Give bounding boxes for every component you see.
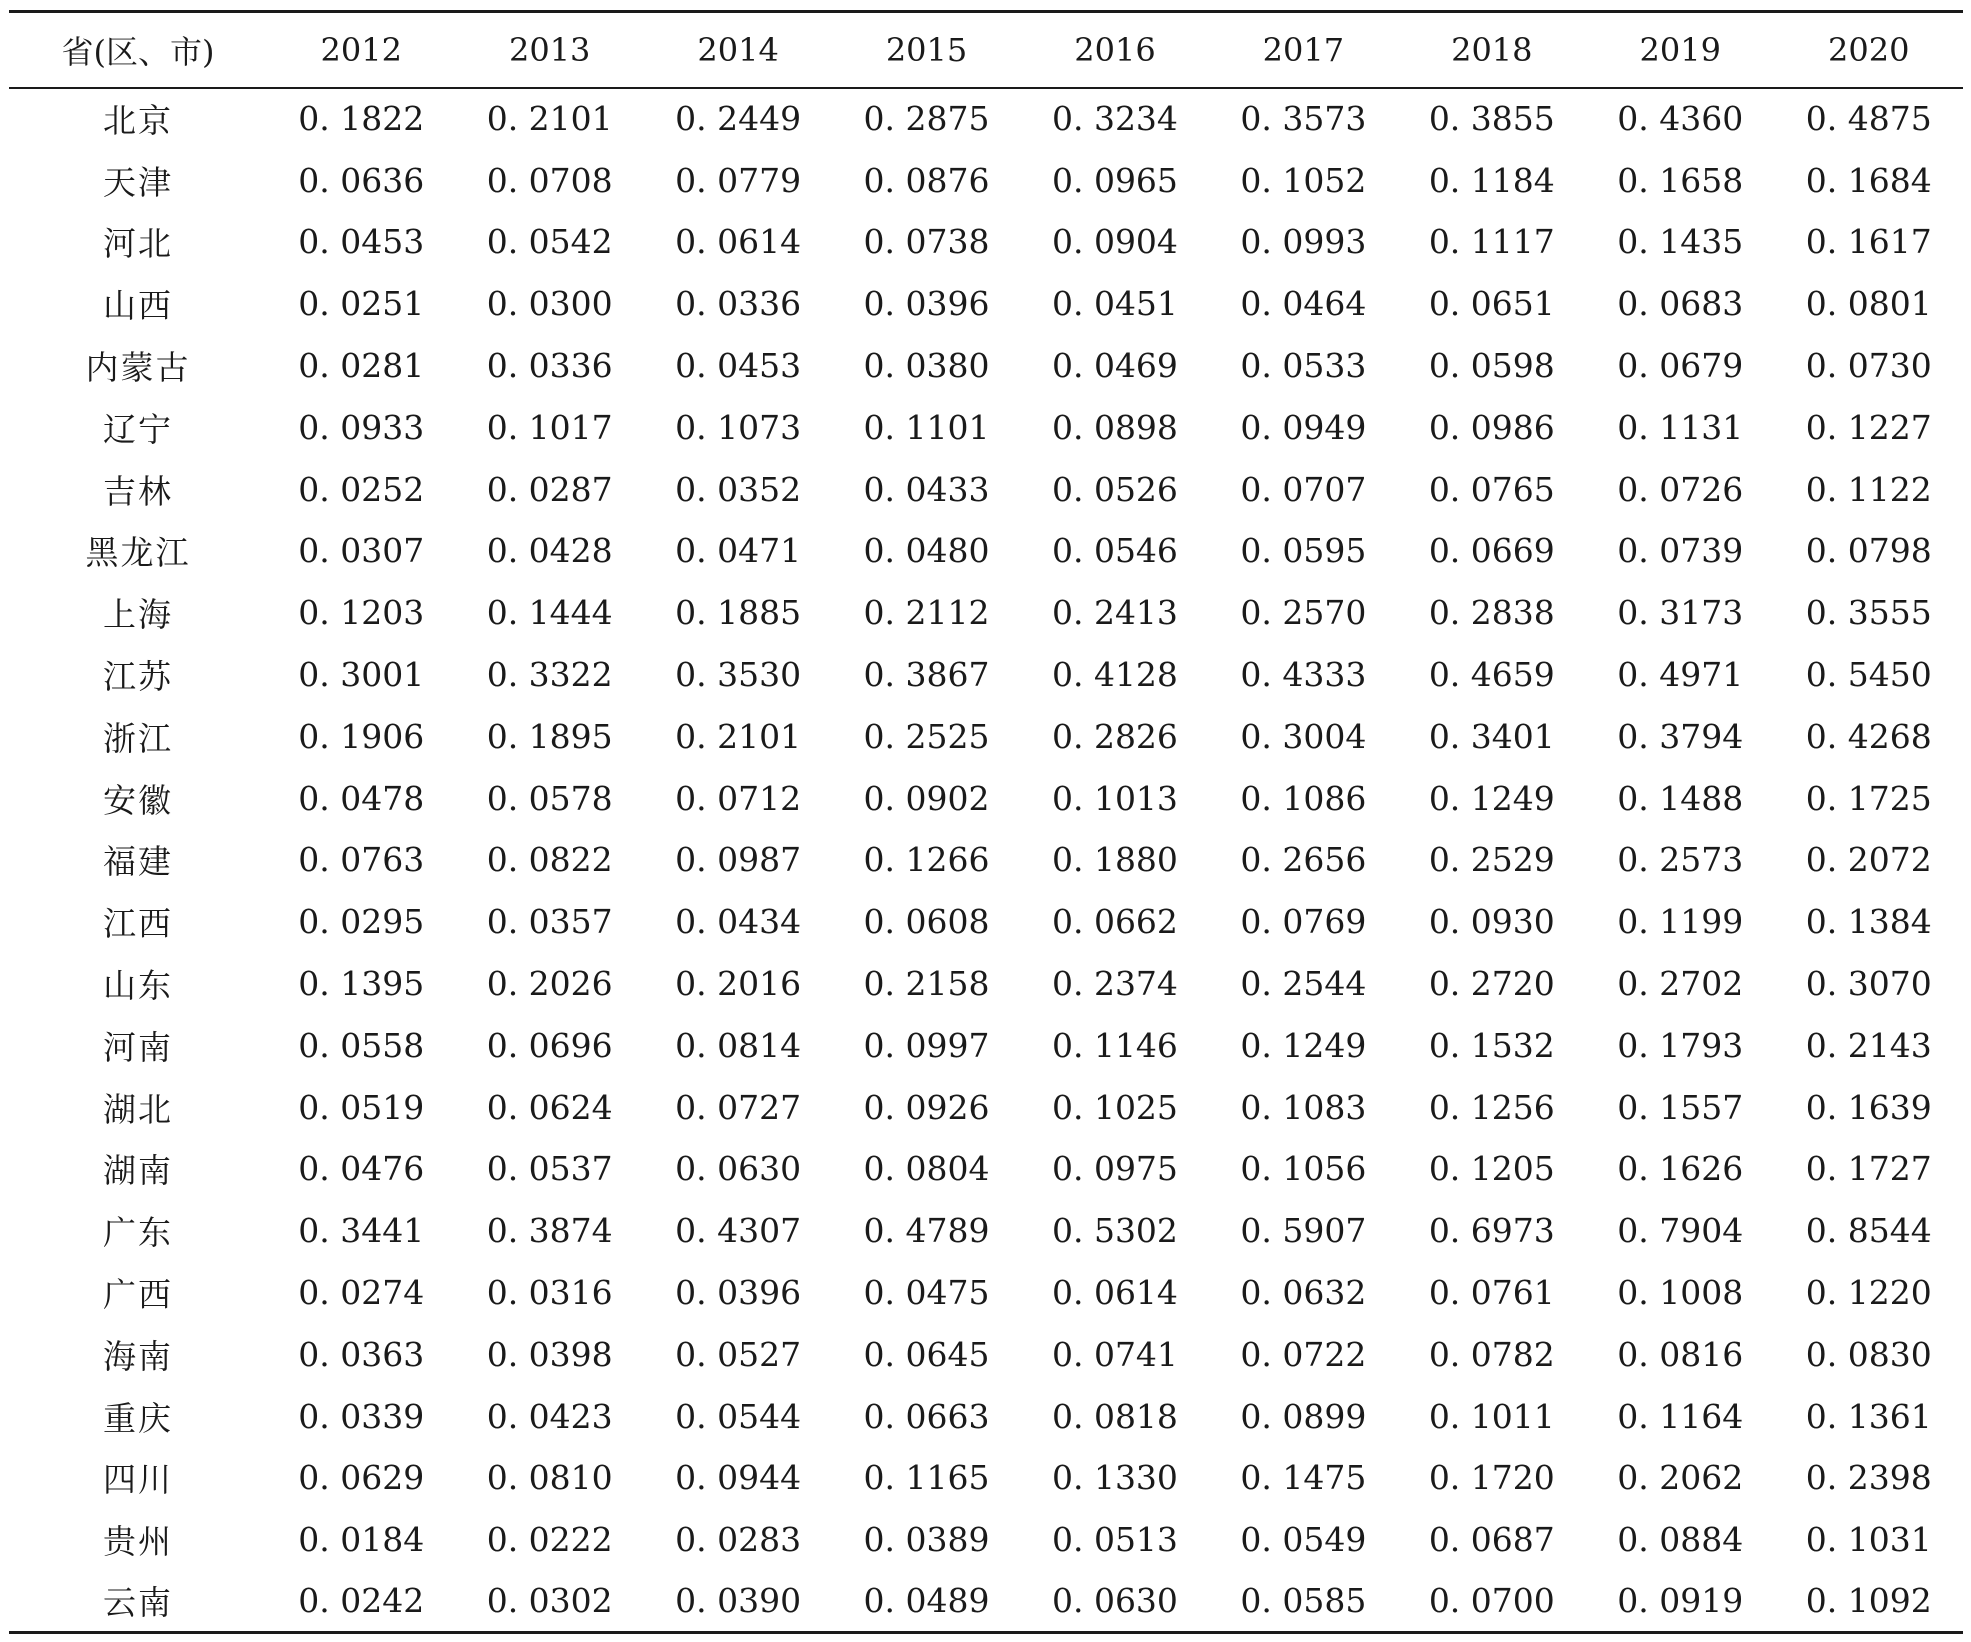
data-table	[9, 10, 1963, 1634]
value-cell: 0. 2826	[1051, 716, 1178, 756]
value-cell: 0. 0876	[863, 160, 990, 200]
value-cell: 0. 0283	[675, 1520, 802, 1560]
value-cell: 0. 0651	[1428, 284, 1555, 324]
value-cell: 0. 0433	[863, 469, 990, 509]
value-cell: 0. 0700	[1428, 1581, 1555, 1621]
province-cell: 北京	[103, 101, 174, 141]
value-cell: 0. 1220	[1805, 1273, 1932, 1313]
value-cell: 0. 0222	[486, 1520, 613, 1560]
column-header-year: 2014	[644, 12, 832, 88]
province-cell: 黑龙江	[85, 533, 191, 573]
value-cell: 0. 8544	[1805, 1211, 1932, 1251]
value-cell: 0. 0390	[675, 1581, 802, 1621]
table-row	[9, 1262, 1963, 1324]
value-cell: 0. 3173	[1617, 593, 1744, 633]
value-cell: 0. 0679	[1617, 346, 1744, 386]
province-cell: 天津	[103, 162, 174, 202]
table-row	[9, 149, 1963, 211]
value-cell: 0. 1822	[298, 99, 425, 139]
value-cell: 0. 1684	[1805, 160, 1932, 200]
value-cell: 0. 1330	[1051, 1458, 1178, 1498]
table-row	[9, 1571, 1963, 1633]
value-cell: 0. 0352	[675, 469, 802, 509]
province-cell: 辽宁	[103, 409, 174, 449]
value-cell: 0. 3234	[1051, 99, 1178, 139]
value-cell: 0. 1249	[1240, 1025, 1367, 1065]
value-cell: 0. 0624	[486, 1087, 613, 1127]
value-cell: 0. 2656	[1240, 840, 1367, 880]
value-cell: 0. 3070	[1805, 964, 1932, 1004]
value-cell: 0. 0396	[863, 284, 990, 324]
value-cell: 0. 1249	[1428, 778, 1555, 818]
value-cell: 0. 0295	[298, 902, 425, 942]
value-cell: 0. 1031	[1805, 1520, 1932, 1560]
table-container	[9, 10, 1963, 1634]
value-cell: 0. 0546	[1051, 531, 1178, 571]
value-cell: 0. 0549	[1240, 1520, 1367, 1560]
value-cell: 0. 3004	[1240, 716, 1367, 756]
value-cell: 0. 3874	[486, 1211, 613, 1251]
value-cell: 0. 0662	[1051, 902, 1178, 942]
value-cell: 0. 0363	[298, 1334, 425, 1374]
value-cell: 0. 1203	[298, 593, 425, 633]
value-cell: 0. 0476	[298, 1149, 425, 1189]
table-row	[9, 1138, 1963, 1200]
value-cell: 0. 1880	[1051, 840, 1178, 880]
value-cell: 0. 2413	[1051, 593, 1178, 633]
value-cell: 0. 2573	[1617, 840, 1744, 880]
table-row	[9, 88, 1963, 150]
value-cell: 0. 0598	[1428, 346, 1555, 386]
value-cell: 0. 0902	[863, 778, 990, 818]
province-cell: 云南	[103, 1583, 174, 1623]
value-cell: 0. 0726	[1617, 469, 1744, 509]
table-row	[9, 396, 1963, 458]
province-cell: 内蒙古	[85, 348, 191, 388]
value-cell: 0. 1720	[1428, 1458, 1555, 1498]
value-cell: 0. 0727	[675, 1087, 802, 1127]
value-cell: 0. 2398	[1805, 1458, 1932, 1498]
value-cell: 0. 0898	[1051, 407, 1178, 447]
value-cell: 0. 1658	[1617, 160, 1744, 200]
value-cell: 0. 1101	[863, 407, 990, 447]
value-cell: 0. 0730	[1805, 346, 1932, 386]
table-header	[9, 12, 1963, 88]
value-cell: 0. 0242	[298, 1581, 425, 1621]
value-cell: 0. 0614	[1051, 1273, 1178, 1313]
value-cell: 0. 2112	[863, 593, 990, 633]
value-cell: 0. 0434	[675, 902, 802, 942]
value-cell: 0. 2016	[675, 964, 802, 1004]
value-cell: 0. 0696	[486, 1025, 613, 1065]
value-cell: 0. 0287	[486, 469, 613, 509]
value-cell: 0. 0423	[486, 1396, 613, 1436]
value-cell: 0. 2875	[863, 99, 990, 139]
value-cell: 0. 0464	[1240, 284, 1367, 324]
table-row	[9, 458, 1963, 520]
value-cell: 0. 0533	[1240, 346, 1367, 386]
value-cell: 0. 3555	[1805, 593, 1932, 633]
value-cell: 0. 0537	[486, 1149, 613, 1189]
value-cell: 0. 1052	[1240, 160, 1367, 200]
value-cell: 0. 0930	[1428, 902, 1555, 942]
value-cell: 0. 3322	[486, 655, 613, 695]
value-cell: 0. 5450	[1805, 655, 1932, 695]
value-cell: 0. 0307	[298, 531, 425, 571]
value-cell: 0. 0526	[1051, 469, 1178, 509]
value-cell: 0. 3855	[1428, 99, 1555, 139]
value-cell: 0. 0339	[298, 1396, 425, 1436]
value-cell: 0. 0801	[1805, 284, 1932, 324]
value-cell: 0. 0469	[1051, 346, 1178, 386]
value-cell: 0. 0451	[1051, 284, 1178, 324]
value-cell: 0. 2101	[486, 99, 613, 139]
value-cell: 0. 0630	[1051, 1581, 1178, 1621]
value-cell: 0. 0184	[298, 1520, 425, 1560]
value-cell: 0. 1444	[486, 593, 613, 633]
value-cell: 0. 1122	[1805, 469, 1932, 509]
column-header-year: 2020	[1774, 12, 1963, 88]
value-cell: 0. 0818	[1051, 1396, 1178, 1436]
value-cell: 0. 4268	[1805, 716, 1932, 756]
table-row	[9, 705, 1963, 767]
value-cell: 0. 2838	[1428, 593, 1555, 633]
column-header-year: 2013	[455, 12, 643, 88]
value-cell: 0. 0281	[298, 346, 425, 386]
value-cell: 0. 4333	[1240, 655, 1367, 695]
value-cell: 0. 1131	[1617, 407, 1744, 447]
column-header-year: 2012	[267, 12, 455, 88]
value-cell: 0. 1205	[1428, 1149, 1555, 1189]
value-cell: 0. 2529	[1428, 840, 1555, 880]
value-cell: 0. 1895	[486, 716, 613, 756]
value-cell: 0. 0614	[675, 222, 802, 262]
value-cell: 0. 0585	[1240, 1581, 1367, 1621]
province-cell: 广东	[103, 1213, 174, 1253]
value-cell: 0. 1639	[1805, 1087, 1932, 1127]
value-cell: 0. 0316	[486, 1273, 613, 1313]
value-cell: 0. 2525	[863, 716, 990, 756]
value-cell: 0. 3530	[675, 655, 802, 695]
column-header-year: 2015	[832, 12, 1020, 88]
value-cell: 0. 0636	[298, 160, 425, 200]
table-row	[9, 273, 1963, 335]
value-cell: 0. 0975	[1051, 1149, 1178, 1189]
table-row	[9, 1014, 1963, 1076]
value-cell: 0. 0542	[486, 222, 613, 262]
value-cell: 0. 0630	[675, 1149, 802, 1189]
value-cell: 0. 4128	[1051, 655, 1178, 695]
value-cell: 0. 0708	[486, 160, 613, 200]
value-cell: 0. 1056	[1240, 1149, 1367, 1189]
value-cell: 0. 0475	[863, 1273, 990, 1313]
value-cell: 0. 1532	[1428, 1025, 1555, 1065]
value-cell: 0. 0993	[1240, 222, 1367, 262]
value-cell: 0. 0779	[675, 160, 802, 200]
value-cell: 0. 1164	[1617, 1396, 1744, 1436]
value-cell: 0. 0489	[863, 1581, 990, 1621]
value-cell: 0. 0398	[486, 1334, 613, 1374]
value-cell: 0. 0722	[1240, 1334, 1367, 1374]
value-cell: 0. 1617	[1805, 222, 1932, 262]
value-cell: 0. 2570	[1240, 593, 1367, 633]
value-cell: 0. 1073	[675, 407, 802, 447]
value-cell: 0. 2374	[1051, 964, 1178, 1004]
value-cell: 0. 1384	[1805, 902, 1932, 942]
value-cell: 0. 0919	[1617, 1581, 1744, 1621]
value-cell: 0. 0822	[486, 840, 613, 880]
table-row	[9, 891, 1963, 953]
value-cell: 0. 4789	[863, 1211, 990, 1251]
value-cell: 0. 0428	[486, 531, 613, 571]
column-header-year: 2017	[1209, 12, 1397, 88]
value-cell: 0. 0558	[298, 1025, 425, 1065]
value-cell: 0. 0608	[863, 902, 990, 942]
value-cell: 0. 0741	[1051, 1334, 1178, 1374]
province-cell: 河南	[103, 1027, 174, 1067]
value-cell: 0. 1488	[1617, 778, 1744, 818]
province-cell: 四川	[103, 1460, 174, 1500]
province-cell: 浙江	[103, 718, 174, 758]
value-cell: 0. 0707	[1240, 469, 1367, 509]
value-cell: 0. 0527	[675, 1334, 802, 1374]
province-cell: 福建	[103, 842, 174, 882]
value-cell: 0. 1013	[1051, 778, 1178, 818]
value-cell: 0. 0933	[298, 407, 425, 447]
table-row	[9, 211, 1963, 273]
province-cell: 湖北	[103, 1089, 174, 1129]
value-cell: 0. 0798	[1805, 531, 1932, 571]
value-cell: 0. 0687	[1428, 1520, 1555, 1560]
value-cell: 0. 0471	[675, 531, 802, 571]
value-cell: 0. 3001	[298, 655, 425, 695]
value-cell: 0. 0965	[1051, 160, 1178, 200]
value-cell: 0. 3573	[1240, 99, 1367, 139]
value-cell: 0. 3401	[1428, 716, 1555, 756]
value-cell: 0. 0336	[486, 346, 613, 386]
column-header-year: 2016	[1021, 12, 1209, 88]
value-cell: 0. 1906	[298, 716, 425, 756]
value-cell: 0. 3867	[863, 655, 990, 695]
table-row	[9, 953, 1963, 1015]
value-cell: 0. 0830	[1805, 1334, 1932, 1374]
value-cell: 0. 4360	[1617, 99, 1744, 139]
value-cell: 0. 2062	[1617, 1458, 1744, 1498]
province-cell: 广西	[103, 1275, 174, 1315]
value-cell: 0. 0683	[1617, 284, 1744, 324]
value-cell: 0. 0478	[298, 778, 425, 818]
value-cell: 0. 1184	[1428, 160, 1555, 200]
value-cell: 0. 0804	[863, 1149, 990, 1189]
value-cell: 0. 6973	[1428, 1211, 1555, 1251]
value-cell: 0. 1025	[1051, 1087, 1178, 1127]
value-cell: 0. 4875	[1805, 99, 1932, 139]
province-cell: 安徽	[103, 780, 174, 820]
value-cell: 0. 4307	[675, 1211, 802, 1251]
province-cell: 重庆	[103, 1398, 174, 1438]
value-cell: 0. 1475	[1240, 1458, 1367, 1498]
value-cell: 0. 0810	[486, 1458, 613, 1498]
value-cell: 0. 0251	[298, 284, 425, 324]
value-cell: 0. 1117	[1428, 222, 1555, 262]
value-cell: 0. 0761	[1428, 1273, 1555, 1313]
value-cell: 0. 1017	[486, 407, 613, 447]
value-cell: 0. 1266	[863, 840, 990, 880]
table-row	[9, 335, 1963, 397]
value-cell: 0. 7904	[1617, 1211, 1744, 1251]
value-cell: 0. 0663	[863, 1396, 990, 1436]
value-cell: 0. 0884	[1617, 1520, 1744, 1560]
value-cell: 0. 0904	[1051, 222, 1178, 262]
header-row	[9, 12, 1963, 88]
value-cell: 0. 5907	[1240, 1211, 1367, 1251]
value-cell: 0. 0739	[1617, 531, 1744, 571]
value-cell: 0. 0302	[486, 1581, 613, 1621]
value-cell: 0. 0987	[675, 840, 802, 880]
province-cell: 江苏	[103, 657, 174, 697]
value-cell: 0. 0669	[1428, 531, 1555, 571]
value-cell: 0. 1727	[1805, 1149, 1932, 1189]
value-cell: 0. 0944	[675, 1458, 802, 1498]
value-cell: 0. 0997	[863, 1025, 990, 1065]
value-cell: 0. 0645	[863, 1334, 990, 1374]
value-cell: 0. 2720	[1428, 964, 1555, 1004]
table-row	[9, 1385, 1963, 1447]
province-cell: 吉林	[103, 471, 174, 511]
value-cell: 0. 3794	[1617, 716, 1744, 756]
column-header-year: 2018	[1398, 12, 1586, 88]
value-cell: 0. 0380	[863, 346, 990, 386]
value-cell: 0. 2158	[863, 964, 990, 1004]
value-cell: 0. 0769	[1240, 902, 1367, 942]
province-cell: 上海	[103, 595, 174, 635]
province-cell: 山西	[103, 286, 174, 326]
column-header-province: 省(区、市)	[9, 12, 267, 88]
table-row	[9, 829, 1963, 891]
value-cell: 0. 4971	[1617, 655, 1744, 695]
value-cell: 0. 0453	[675, 346, 802, 386]
province-cell: 江西	[103, 904, 174, 944]
value-cell: 0. 1086	[1240, 778, 1367, 818]
value-cell: 0. 1165	[863, 1458, 990, 1498]
value-cell: 0. 0300	[486, 284, 613, 324]
value-cell: 0. 0453	[298, 222, 425, 262]
value-cell: 0. 3441	[298, 1211, 425, 1251]
value-cell: 0. 1227	[1805, 407, 1932, 447]
value-cell: 0. 1083	[1240, 1087, 1367, 1127]
value-cell: 0. 1557	[1617, 1087, 1744, 1127]
value-cell: 0. 0336	[675, 284, 802, 324]
value-cell: 0. 0949	[1240, 407, 1367, 447]
value-cell: 0. 2026	[486, 964, 613, 1004]
value-cell: 0. 0357	[486, 902, 613, 942]
value-cell: 0. 0274	[298, 1273, 425, 1313]
value-cell: 0. 1092	[1805, 1581, 1932, 1621]
province-cell: 湖南	[103, 1151, 174, 1191]
value-cell: 0. 0578	[486, 778, 613, 818]
value-cell: 0. 0513	[1051, 1520, 1178, 1560]
value-cell: 0. 1725	[1805, 778, 1932, 818]
value-cell: 0. 0396	[675, 1273, 802, 1313]
value-cell: 0. 0782	[1428, 1334, 1555, 1374]
value-cell: 0. 1395	[298, 964, 425, 1004]
value-cell: 0. 0712	[675, 778, 802, 818]
value-cell: 0. 0814	[675, 1025, 802, 1065]
value-cell: 0. 2101	[675, 716, 802, 756]
value-cell: 0. 0899	[1240, 1396, 1367, 1436]
value-cell: 0. 1008	[1617, 1273, 1744, 1313]
value-cell: 0. 1626	[1617, 1149, 1744, 1189]
value-cell: 0. 0595	[1240, 531, 1367, 571]
value-cell: 0. 0544	[675, 1396, 802, 1436]
value-cell: 0. 5302	[1051, 1211, 1178, 1251]
table-row	[9, 1509, 1963, 1571]
table-body	[9, 88, 1963, 1633]
value-cell: 0. 0632	[1240, 1273, 1367, 1313]
value-cell: 0. 0986	[1428, 407, 1555, 447]
table-row	[9, 582, 1963, 644]
value-cell: 0. 1256	[1428, 1087, 1555, 1127]
column-header-year: 2019	[1586, 12, 1774, 88]
province-cell: 贵州	[103, 1522, 174, 1562]
value-cell: 0. 1146	[1051, 1025, 1178, 1065]
value-cell: 0. 1361	[1805, 1396, 1932, 1436]
value-cell: 0. 2072	[1805, 840, 1932, 880]
value-cell: 0. 1011	[1428, 1396, 1555, 1436]
table-row	[9, 520, 1963, 582]
value-cell: 0. 1435	[1617, 222, 1744, 262]
value-cell: 0. 0926	[863, 1087, 990, 1127]
province-cell: 海南	[103, 1336, 174, 1376]
province-cell: 山东	[103, 966, 174, 1006]
value-cell: 0. 0480	[863, 531, 990, 571]
value-cell: 0. 1885	[675, 593, 802, 633]
table-row	[9, 644, 1963, 706]
value-cell: 0. 0765	[1428, 469, 1555, 509]
value-cell: 0. 1199	[1617, 902, 1744, 942]
value-cell: 0. 1793	[1617, 1025, 1744, 1065]
value-cell: 0. 2702	[1617, 964, 1744, 1004]
table-row	[9, 1200, 1963, 1262]
value-cell: 0. 0738	[863, 222, 990, 262]
value-cell: 0. 0629	[298, 1458, 425, 1498]
table-row	[9, 1076, 1963, 1138]
value-cell: 0. 0816	[1617, 1334, 1744, 1374]
province-cell: 河北	[103, 224, 174, 264]
table-row	[9, 1447, 1963, 1509]
value-cell: 0. 2143	[1805, 1025, 1932, 1065]
table-row	[9, 767, 1963, 829]
value-cell: 0. 4659	[1428, 655, 1555, 695]
table-row	[9, 1323, 1963, 1385]
value-cell: 0. 0763	[298, 840, 425, 880]
value-cell: 0. 0389	[863, 1520, 990, 1560]
value-cell: 0. 2544	[1240, 964, 1367, 1004]
value-cell: 0. 2449	[675, 99, 802, 139]
value-cell: 0. 0519	[298, 1087, 425, 1127]
value-cell: 0. 0252	[298, 469, 425, 509]
